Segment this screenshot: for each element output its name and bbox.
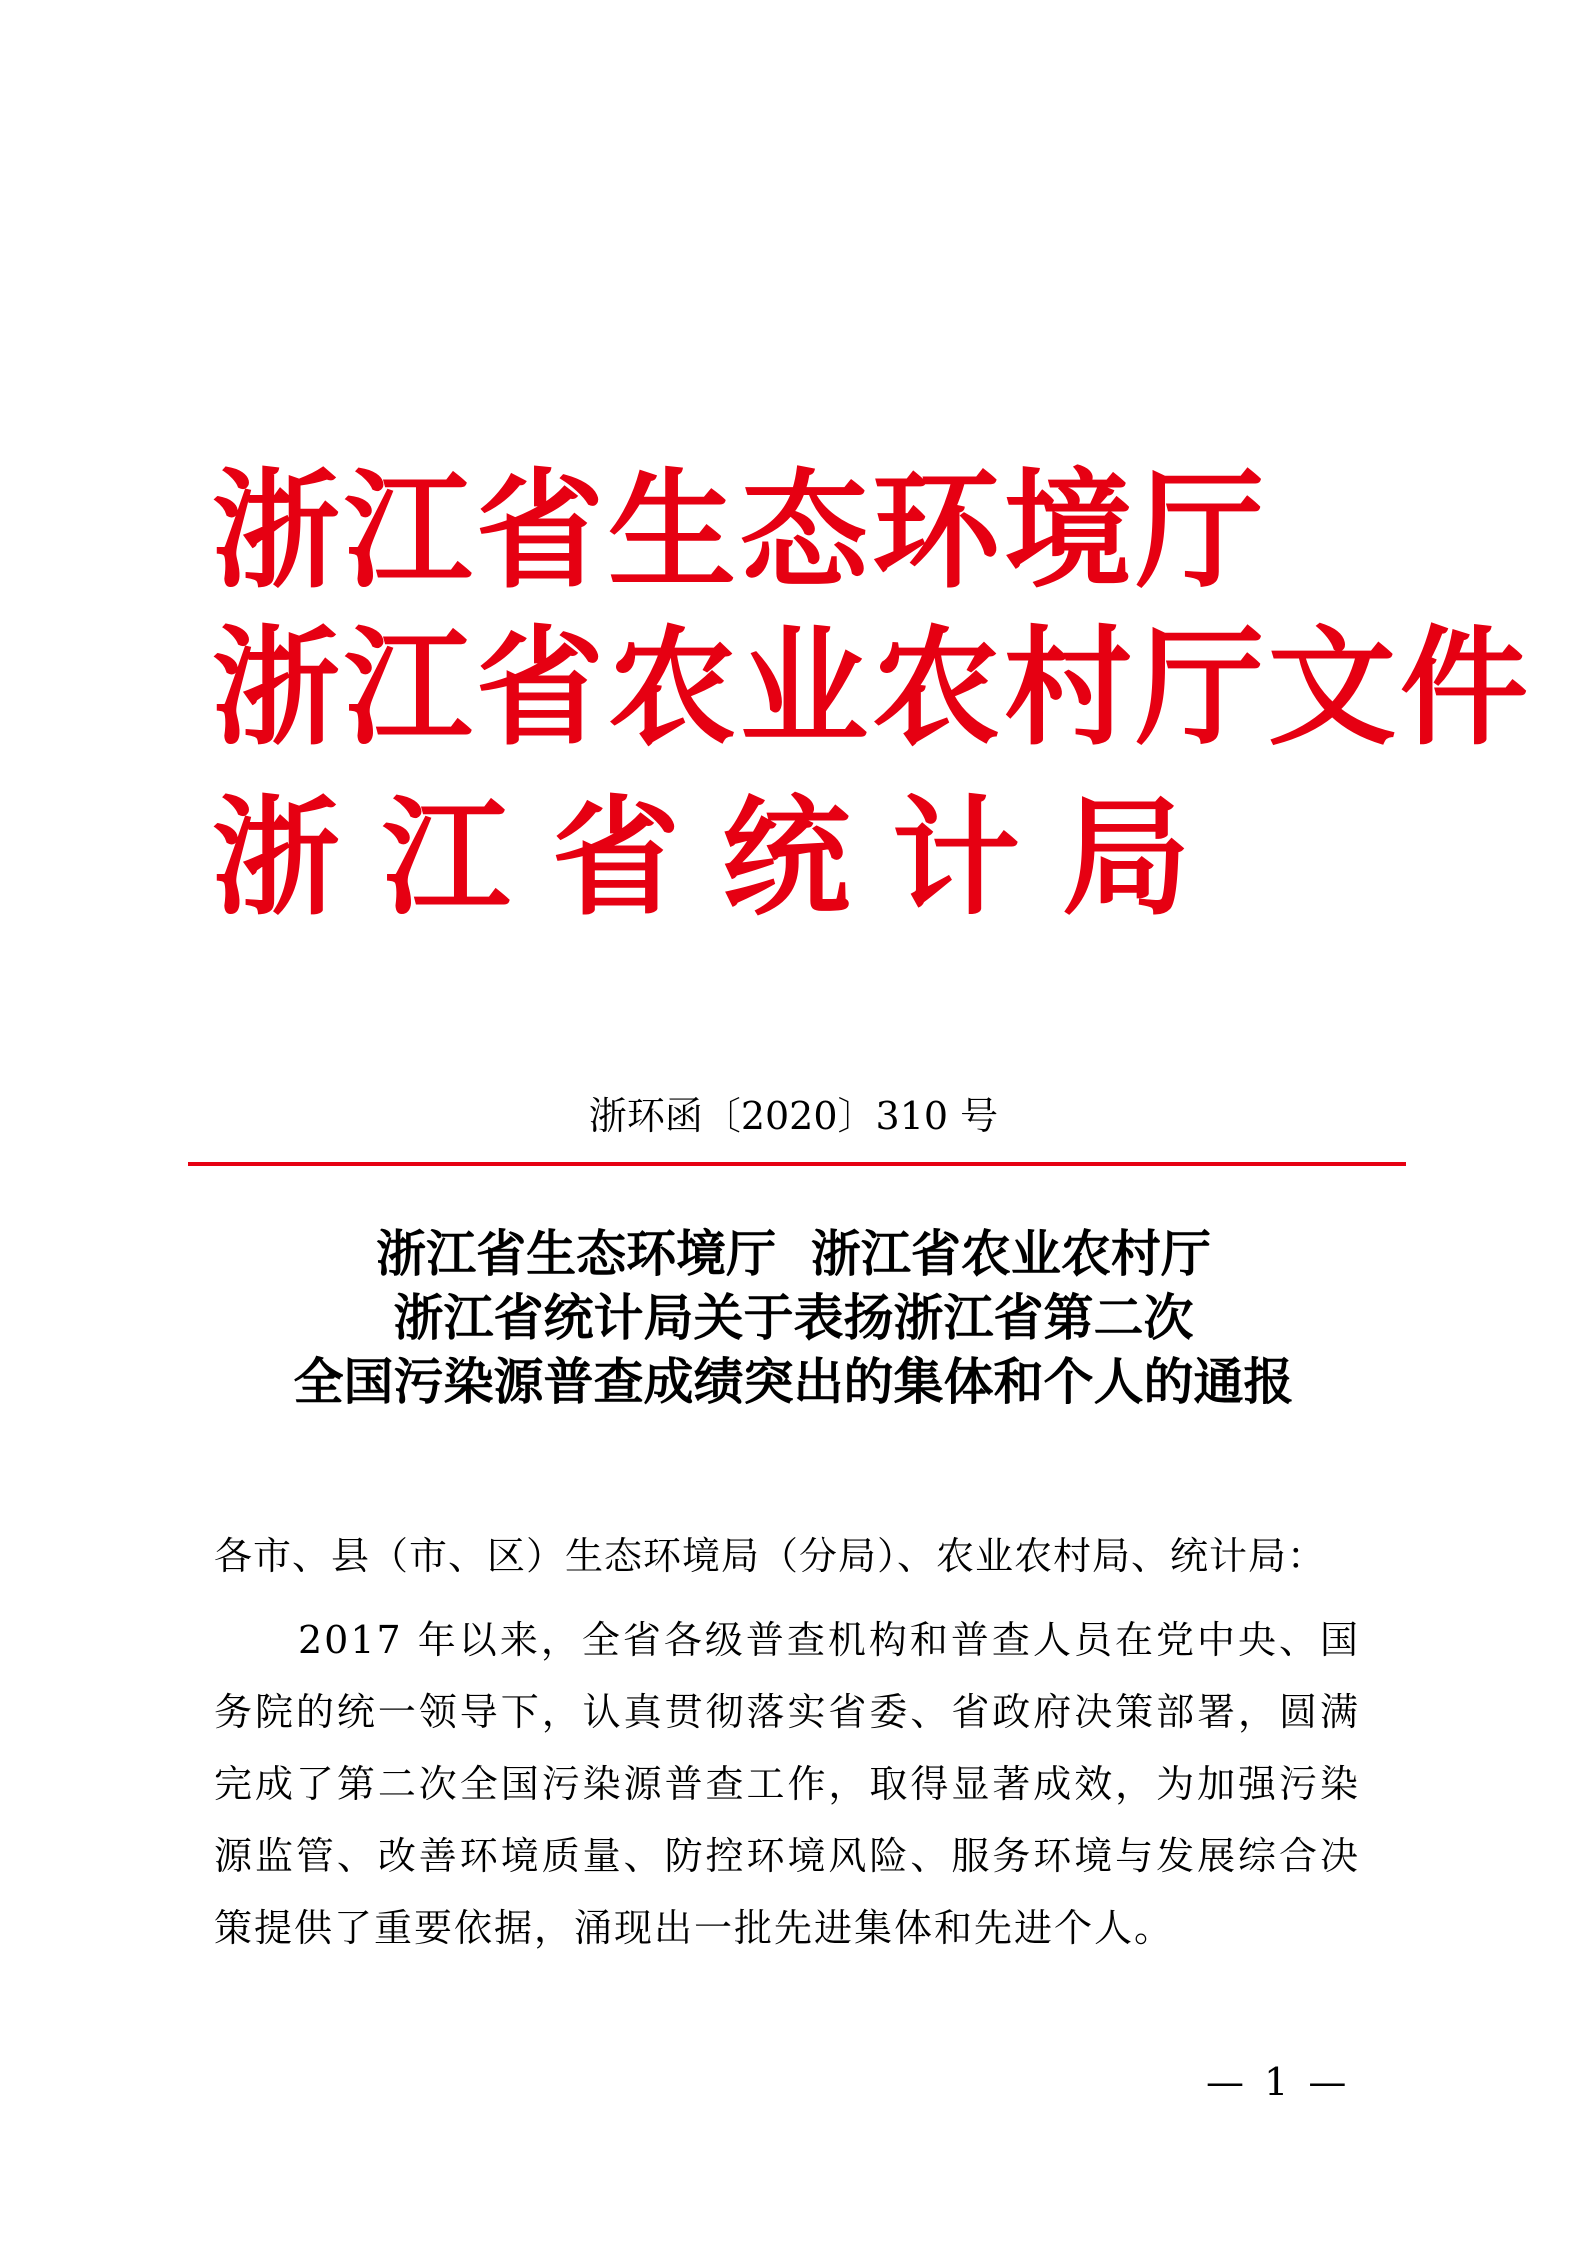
issuer-line-2: 浙江省农业农村厅文件 <box>212 614 1533 763</box>
page-number: — 1 — <box>1206 2060 1351 2104</box>
notice-title-line-3: 全国污染源普查成绩突出的集体和个人的通报 <box>293 1352 1294 1411</box>
issuer-line-1: 浙江省生态环境厅 <box>212 457 1269 606</box>
body-paragraph: 2017 年以来，全省各级普查机构和普查人员在党中央、国务院的统一领导下，认真贯彻落实省委、省政府决策部署，圆满完成了第二次全国污染源普查工作，取得显著成效，为加强污染源监管、改善环境质量、防控环境风险、服务环境与发展综合决策提供了重要依据，涌现出一批先进集体和先进个人。 <box>214 1618 1360 1950</box>
salutation: 各市、县（市、区）生态环境局（分局）、农业农村局、统计局： <box>214 1534 1327 1578</box>
notice-title-line-1: 浙江省生态环境厅 浙江省农业农村厅 <box>376 1224 1211 1283</box>
notice-title-line-2: 浙江省统计局关于表扬浙江省第二次 <box>393 1288 1194 1347</box>
document-number: 浙环函〔2020〕310 号 <box>588 1094 999 1138</box>
notice-title <box>0 1222 1587 1414</box>
issuer-line-3: 浙江省统计局 <box>212 784 1233 933</box>
red-divider-line <box>188 1162 1406 1166</box>
